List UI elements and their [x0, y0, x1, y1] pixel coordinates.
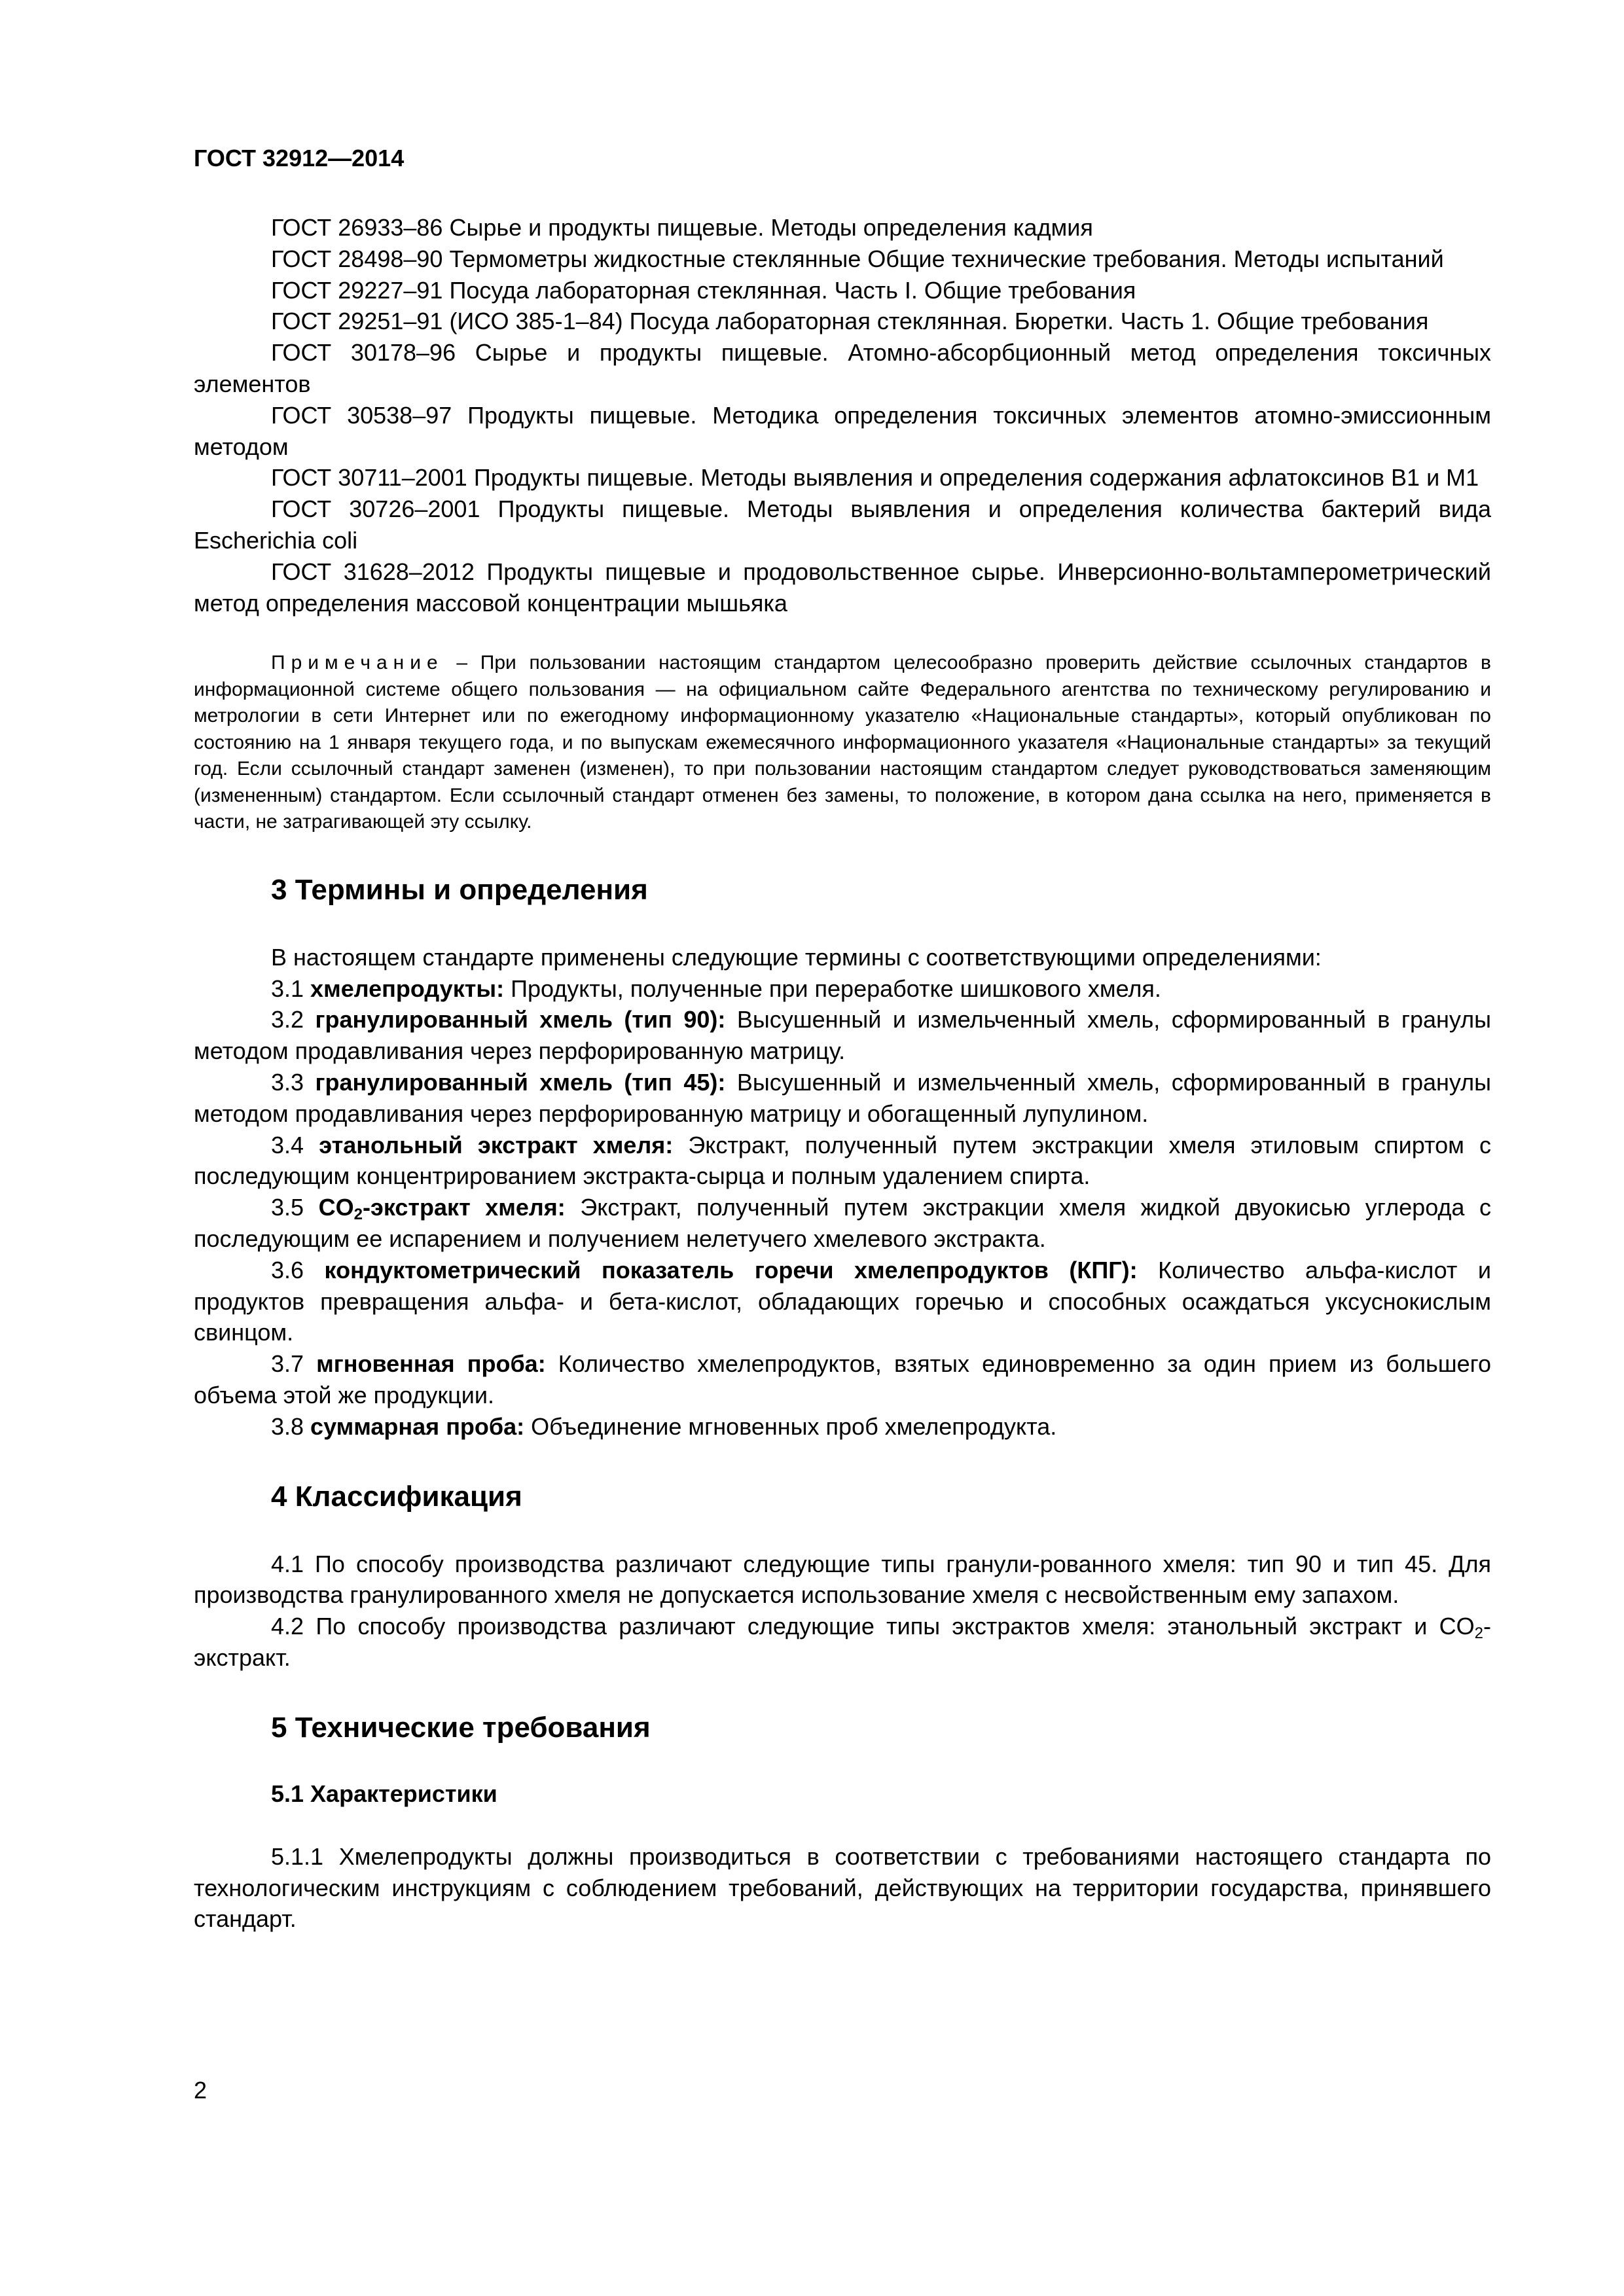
reference-item: ГОСТ 30726–2001 Продукты пищевые. Методы выявления и определения количества бактерий вида Escherichia coli — [194, 495, 1491, 554]
note-block — [194, 650, 1491, 836]
section-3-title: 3 Термины и определения — [271, 873, 648, 906]
section-3-body — [194, 942, 1491, 1443]
reference-list — [194, 212, 1491, 619]
document-header: ГОСТ 32912—2014 — [194, 145, 405, 171]
page-number: 2 — [194, 2077, 208, 2104]
note-paragraph — [194, 650, 1491, 836]
section-4-title: 4 Классификация — [271, 1480, 522, 1513]
term-3-5: 3.5 $CO_2$-экстракт хмеля: Экстракт, полученный путем экстракции хмеля жидкой двуокисью углерода с последующим ее испарением и получением нелетучего хмелевого экстракта. — [194, 1194, 1492, 1253]
term-3-6: 3.6 кондуктометрический показатель горечи хмелепродуктов (КПГ): Количество альфа-кислот и продуктов превращения альфа- и бета-кислот, обладающих горечью и способных осаждаться уксуснокислым свинцом. — [194, 1256, 1491, 1346]
reference-item: ГОСТ 29227–91 Посуда лабораторная стеклянная. Часть I. Общие требования — [271, 276, 1136, 304]
section-5-title: 5 Технические требования — [271, 1711, 651, 1744]
document-page — [194, 144, 1491, 1935]
section-4-body — [194, 1549, 1491, 1674]
section-5-body — [194, 1841, 1491, 1935]
note-label: Примечание — [271, 652, 444, 674]
section-3-intro: В настоящем стандарте применены следующие термины с соответствующими определениями: — [271, 943, 1322, 971]
reference-item: ГОСТ 26933–86 Сырье и продукты пищевые. Методы определения кадмия — [271, 214, 1093, 241]
paragraph-4-2: 4.2 По способу производства различают следующие типы экстрактов хмеля: этанольный экстракт и $CO_2$-экстракт. — [194, 1613, 1491, 1671]
reference-item: ГОСТ 30711–2001 Продукты пищевые. Методы выявления и определения содержания афлатоксинов В1 и М1 — [271, 464, 1479, 492]
term-3-7: 3.7 мгновенная проба: Количество хмелепродуктов, взятых единовременно за один прием из большего объема этой же продукции. — [194, 1350, 1492, 1409]
reference-item: ГОСТ 29251–91 (ИСО 385-1–84) Посуда лабораторная стеклянная. Бюретки. Часть 1. Общие требования — [271, 308, 1429, 335]
reference-item: ГОСТ 31628–2012 Продукты пищевые и продовольственное сырье. Инверсионно-вольтамперометрический метод определения массовой концентрации мышьяка — [194, 558, 1491, 617]
term-3-2: 3.2 гранулированный хмель (тип 90): Высушенный и измельченный хмель, сформированный в гранулы методом продавливания через перфорированную матрицу. — [194, 1006, 1492, 1065]
reference-item: ГОСТ 30178–96 Сырье и продукты пищевые. Атомно-абсорбционный метод определения токсичных элементов — [194, 339, 1491, 397]
reference-item: ГОСТ 28498–90 Термометры жидкостные стеклянные Общие технические требования. Методы испытаний — [271, 245, 1444, 272]
paragraph-5-1-1: 5.1.1 Хмелепродукты должны производиться в соответствии с требованиями настоящего стандарта по технологическим инструкциям с соблюдением требований, действующих на территории государства, принявшего стандарт. — [194, 1842, 1491, 1933]
note-text: – При пользовании настоящим стандартом целесообразно проверить действие ссылочных стандартов в информационной системе общего пользования — на официальном сайте Федерального агентства по техническому регулированию и метрологии в сети Интернет или по ежегодному информационному указателю «Национальные стандарты», который опубликован по состоянию на 1 января текущего года, и по выпускам ежемесячного информационного указателя «Национальные стандарты» за текущий год. Если ссылочный стандарт заменен (изменен), то при пользовании настоящим стандартом следует руководствоваться заменяющим (измененным) стандартом. Если ссылочный стандарт отменен без замены, то положение, в котором дана ссылка на него, применяется в части, не затрагивающей эту ссылку. — [194, 652, 1491, 833]
reference-item: ГОСТ 30538–97 Продукты пищевые. Методика определения токсичных элементов атомно-эмиссионным методом — [194, 401, 1491, 460]
subsection-5-1-title: 5.1 Характеристики — [271, 1780, 497, 1807]
term-3-3: 3.3 гранулированный хмель (тип 45): Высушенный и измельченный хмель, сформированный в гранулы методом продавливания через перфорированную матрицу и обогащенный лупулином. — [194, 1069, 1492, 1127]
term-3-8: 3.8 суммарная проба: Объединение мгновенных проб хмелепродукта. — [271, 1412, 1057, 1440]
term-3-4: 3.4 этанольный экстракт хмеля: Экстракт, полученный путем экстракции хмеля этиловым спиртом с последующим концентрированием экстракта-сырца и полным удалением спирта. — [194, 1131, 1491, 1190]
term-3-1: 3.1 хмелепродукты: Продукты, полученные при переработке шишкового хмеля. — [271, 975, 1161, 1002]
paragraph-4-1: 4.1 По способу производства различают следующие типы гранули-рованного хмеля: тип 90 и тип 45. Для производства гранулированного хмеля не допускается использование хмеля с несвойственным ему запахом. — [194, 1550, 1491, 1609]
